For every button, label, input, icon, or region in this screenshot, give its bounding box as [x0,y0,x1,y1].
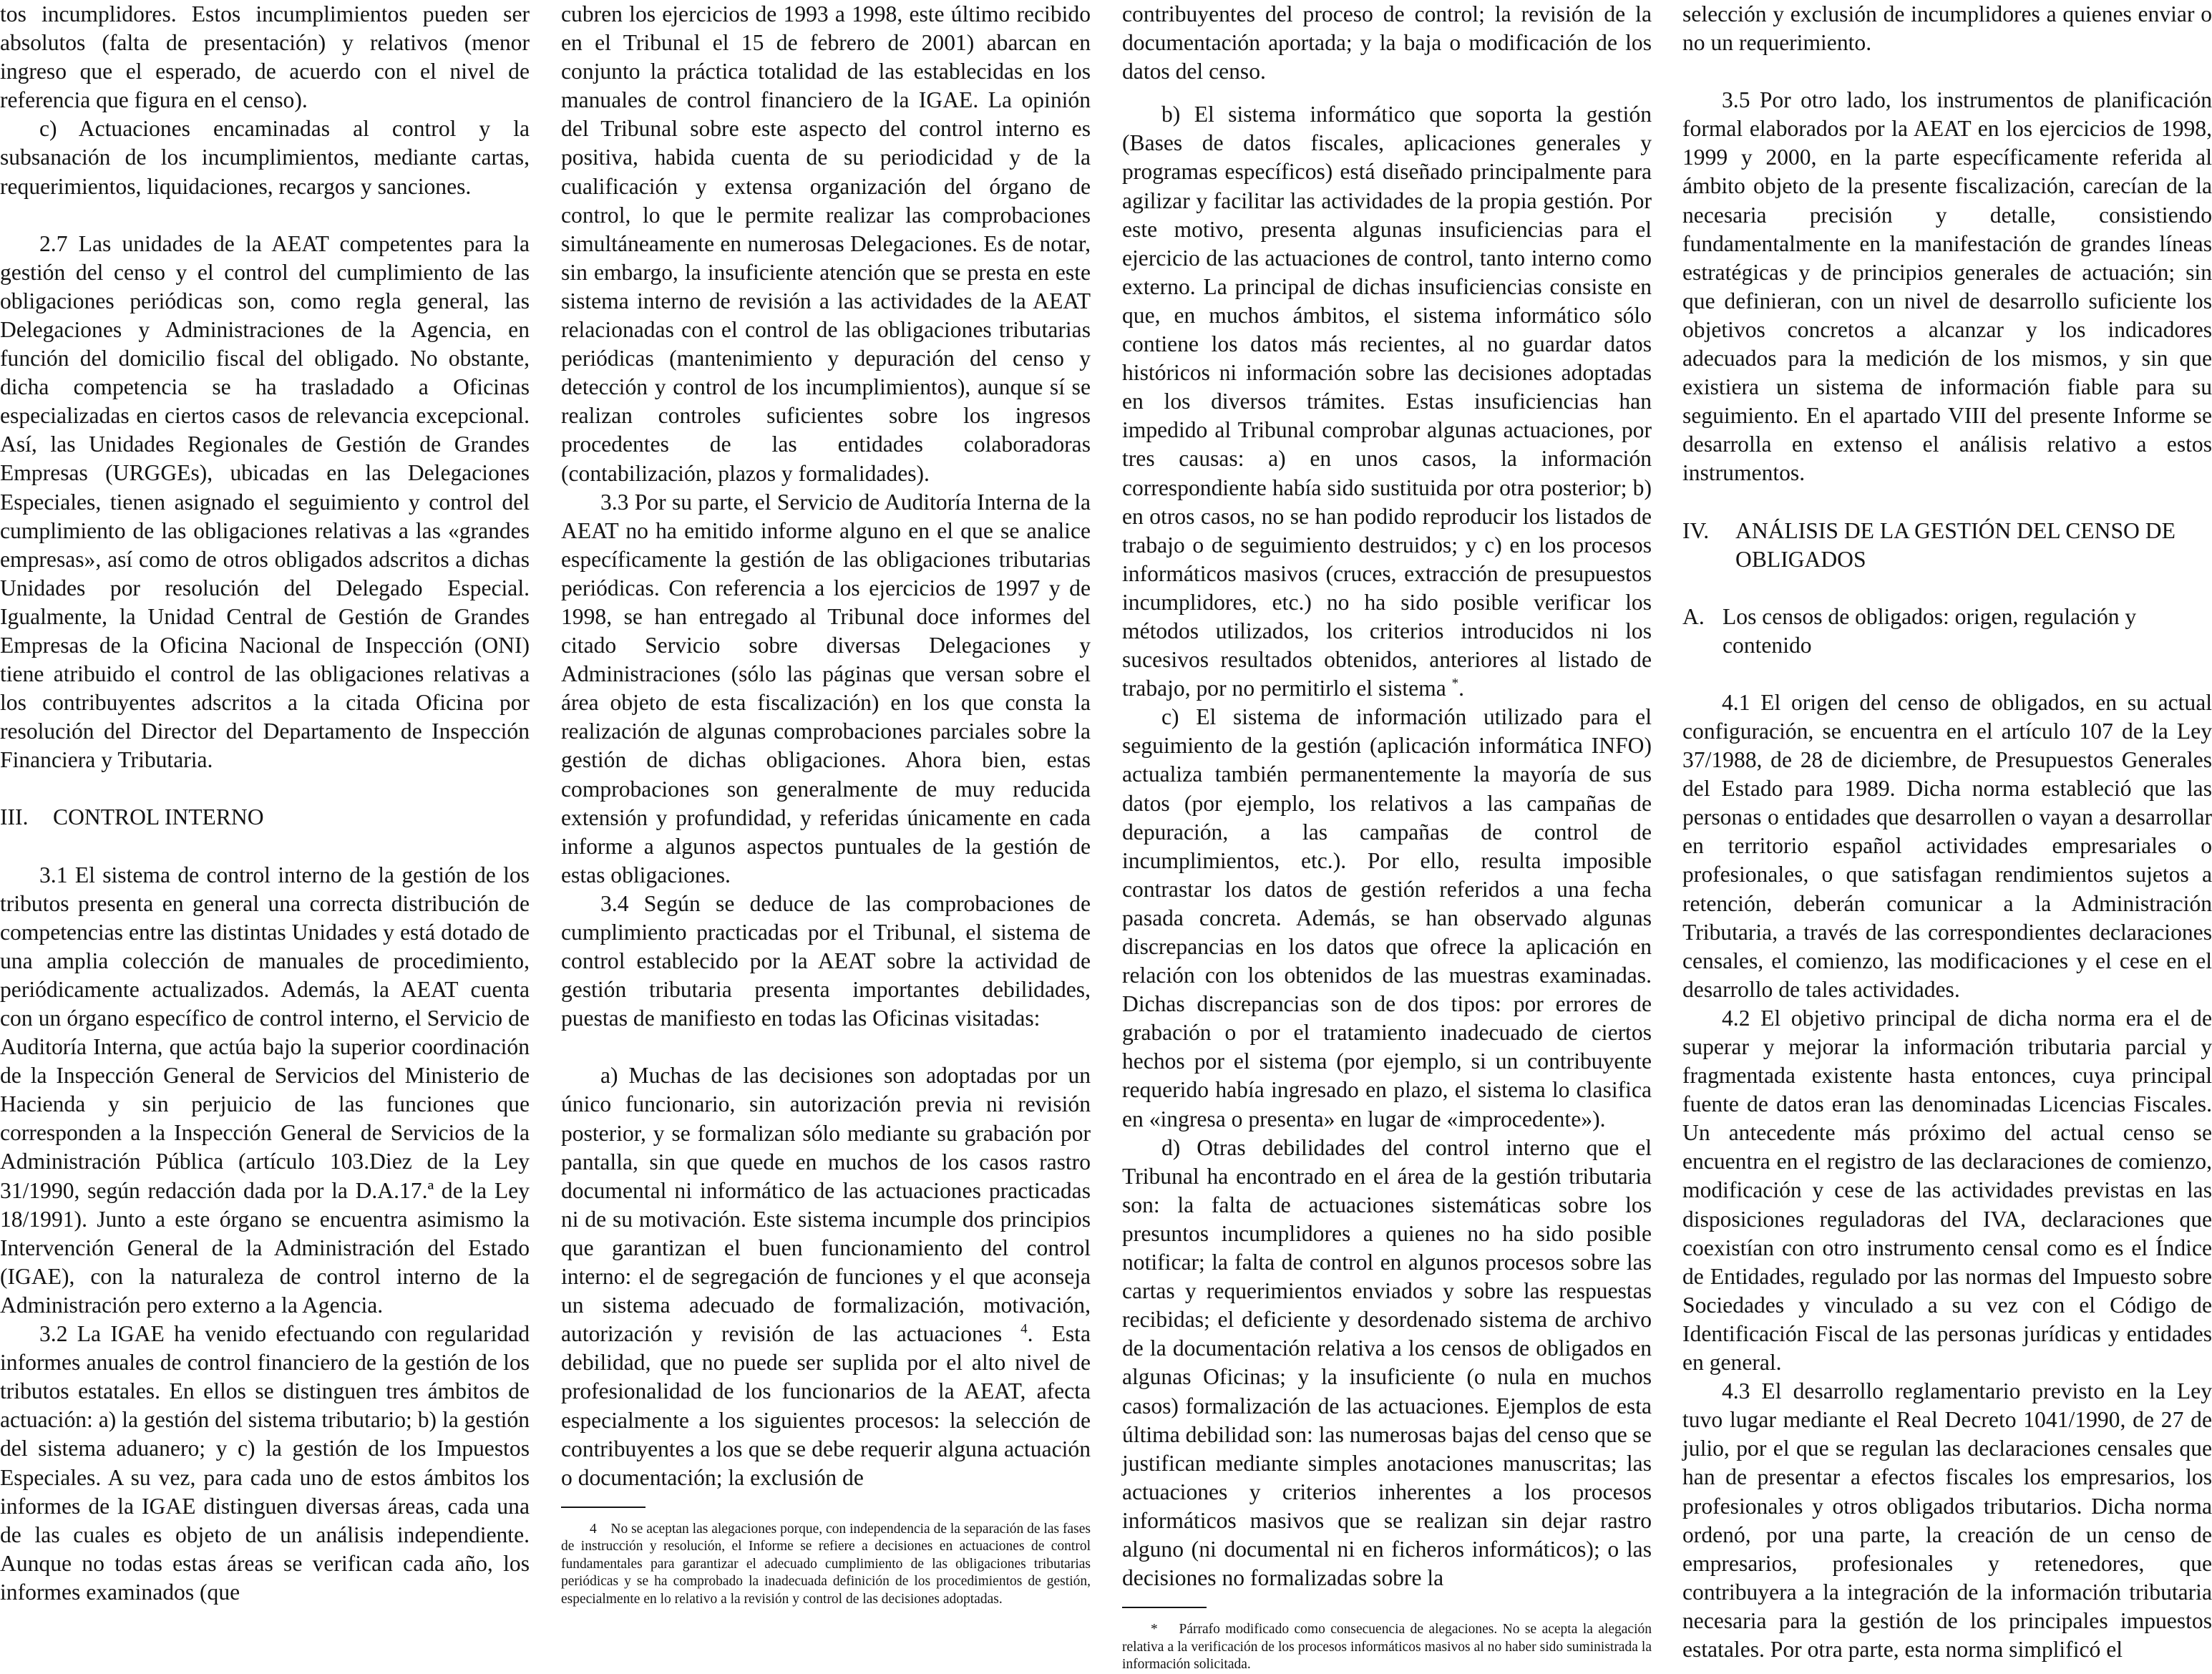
section-number: III. [0,804,29,830]
paragraph: 3.2 La IGAE ha venido efectuando con regularidad informes anuales de control financiero de la gestión de los tributos estatales. En ellos se distinguen tres ámbitos de actuación: a) la gestión del sistema tributario; b) la gestión del sistema aduanero; y c) la gestión de los Impuestos Especiales. A su vez, para cada uno de estos ámbitos los informes de la IGAE distinguen diversas áreas, cada una de las cuales es objeto de un análisis independiente. Aunque no todas estas áreas se verifican cada año, los informes examinados (que [0,1321,530,1605]
footnote [1122,1621,1652,1674]
footnote-reference[interactable]: * [1451,676,1459,691]
footnote-mark: 4 [590,1521,597,1537]
paragraph: 3.5 Por otro lado, los instrumentos de planificación formal elaborados por la AEAT en los ejercicios de 1998, 1999 y 2000, en la parte específicamente referida al ámbito objeto de la presente fiscalización, carecían de la necesaria precisión y detalle, consistiendo fundamentalmente en la manifestación de grandes líneas estratégicas y de principios generales de actuación; sin que definieran, con un nivel de desarrollo suficiente los objetivos concretos a alcanzar y los indicadores adecuados para la medición de los mismos, y sin que existiera un sistema de información fiable para su seguimiento. En el apartado VIII del presente Informe se desarrolla en extenso el análisis relativo a estos instrumentos. [1682,87,2212,486]
paragraph: 4.1 El origen del censo de obligados, en su actual configuración, se encuentra en el artículo 107 de la Ley 37/1988, de 28 de diciembre, de Presupuestos Generales del Estado para 1989. Dicha norma estableció que las personas o entidades que desarrollen o vayan a desarrollar en territorio español actividades empresariales o profesionales, o que satisfagan rendimientos sujetos a retención, deberán comunicar a la Administración Tributaria, a través de las correspondientes declaraciones censales, el comienzo, las modificaciones y el cese en el desarrollo de tales actividades. [1682,689,2212,1002]
text-column-4 [1682,0,2212,1664]
paragraph [1122,100,1652,703]
section-title: ANÁLISIS DE LA GESTIÓN DEL CENSO DE OBLIGADOS [1735,517,2176,572]
paragraph: selección y exclusión de incumplidores a quienes enviar o no un requerimiento. [1682,1,2212,56]
paragraph: 3.4 Según se deduce de las comprobaciones de cumplimiento practicadas por el Tribunal, el sistema de control establecido por la AEAT sobre la actividad de gestión tributaria presenta importantes debilidades, puestas de manifiesto en todas las Oficinas visitadas: [561,890,1091,1031]
footnote-reference[interactable]: 4 [1020,1321,1028,1337]
section-heading [0,803,530,832]
paragraph [561,1061,1091,1491]
paragraph: cubren los ejercicios de 1993 a 1998, este último recibido en el Tribunal el 15 de febrero de 2001) abarcan en conjunto la práctica totalidad de las establecidas en los manuales de control financiero de la IGAE. La opinión del Tribunal sobre este aspecto del control interno es positiva, habida cuenta de su periodicidad y de la cualificación y extensa organización del órgano de control, lo que le permite realizar las comprobaciones simultáneamente en numerosas Delegaciones. Es de notar, sin embargo, la insuficiente atención que se presta en este sistema interno de revisión a las actividades de la AEAT relacionadas con el control de las obligaciones tributarias periódicas (mantenimiento y depuración del censo y detección y control de los incumplimientos), aunque sí se realizan controles suficientes sobre los ingresos procedentes de las entidades colaboradoras (contabilización, plazos y formalidades). [561,1,1091,486]
paragraph-text: . [1458,676,1465,701]
paragraph-text: a) Muchas de las decisiones son adoptadas por un único funcionario, sin autorización previa ni revisión posterior, y se formalizan sólo mediante su grabación por pantalla, sin que quede en muchos de los casos rastro documental ni informático de las actuaciones practicadas ni de su motivación. Este sistema incumple dos principios que garantizan el buen funcionamiento del control interno: el de segregación de funciones y el que aconseja un sistema adecuado de formalización, motivación, autorización y revisión de las actuaciones [561,1063,1091,1347]
paragraph: contribuyentes del proceso de control; la revisión de la documentación aportada; y la baja o modificación de los datos del censo. [1122,1,1652,84]
text-column-3 [1122,0,1652,1674]
paragraph: 3.3 Por su parte, el Servicio de Auditoría Interna de la AEAT no ha emitido informe alguno en el que se analice específicamente la gestión de las obligaciones tributarias periódicas. Con referencia a los ejercicios de 1997 y de 1998, se han entregado al Tribunal doce informes del citado Servicio sobre diversas Delegaciones y Administraciones (sólo las páginas que versan sobre el área objeto de esta fiscalización) en los que consta la realización de algunas comprobaciones parciales sobre la gestión de dichas obligaciones. Ahora bien, estas comprobaciones son generalmente de muy reducida extensión y profundidad, y referidas únicamente en cada informe a algunos aspectos puntuales de la gestión de estas obligaciones. [561,489,1091,887]
section-title: CONTROL INTERNO [53,804,264,830]
footnote-text: No se aceptan las alegaciones porque, con independencia de la separación de las fases de instrucción y resolución, el Informe se refiere a decisiones en actuaciones de control fundamentales para garantizar el adecuado cumplimiento de las obligaciones tributarias periódicas y se ha comprobado la inadecuada definición de los procedimientos de gestión, especialmente en lo relativo a la revisión y control de las decisiones adoptadas. [561,1521,1091,1607]
paragraph-text: b) El sistema informático que soporta la gestión (Bases de datos fiscales, aplicaciones generales y programas específicos) está diseñado principalmente para agilizar y facilitar las actividades de la propia gestión. Por este motivo, presenta algunas insuficiencias para el ejercicio de las actuaciones de control, tanto interno como externo. La principal de dichas insuficiencias consiste en que, en muchos ámbitos, el sistema informático sólo contiene los datos más recientes, al no guardar datos históricos ni información sobre las decisiones adoptadas en los diversos trámites. Estas insuficiencias han impedido al Tribunal comprobar algunas actuaciones, por tres causas: a) en unos casos, la información correspondiente había sido sustituida por otra posterior; b) en otros casos, no se han podido reproducir los listados de trabajo o de seguimiento destruidos; y c) en los procesos informáticos masivos (cruces, extracción de presupuestos incumplidores, etc.) no ha sido posible verificar los métodos utilizados, los criterios introducidos ni los sucesivos resultados obtenidos, anteriores al listado de trabajo, por no permitirlo el sistema [1122,102,1652,701]
subsection-heading [1682,603,2212,660]
footnote-text: Párrafo modificado como consecuencia de alegaciones. No se acepta la alegación relativa a la verificación de los procesos informáticos masivos al no haber sido suministrada la información solicitada. [1122,1622,1652,1673]
paragraph: 3.1 El sistema de control interno de la gestión de los tributos presenta en general una correcta distribución de competencias entre las distintas Unidades y está dotado de una amplia colección de manuales de procedimiento, periódicamente actualizados. Además, la AEAT cuenta con un órgano específico de control interno, el Servicio de Auditoría Interna, que actúa bajo la superior coordinación de la Inspección General de Servicios del Ministerio de Hacienda y sin perjuicio de las funciones que corresponden a la Inspección General de Servicios de la Administración Pública (artículo 103.Diez de la Ley 31/1990, según redacción dada por la D.A.17.ª de la Ley 18/1991). Junto a este órgano se encuentra asimismo la Intervención General de la Administración del Estado (IGAE), con la naturaleza de control interno de la Administración pero externo a la Agencia. [0,862,530,1318]
paragraph: 4.3 El desarrollo reglamentario previsto en la Ley tuvo lugar mediante el Real Decreto 1041/1990, de 27 de julio, por el que se regulan las declaraciones censales que han de presentar a efectos fiscales los empresarios, los profesionales y otros obligados tributarios. Dicha norma ordenó, por una parte, la creación de un censo de empresarios, profesionales y retenedores, que contribuyera a la integración de la información tributaria necesaria para la gestión de los principales impuestos estatales. Por otra parte, esta norma simplificó el [1682,1378,2212,1662]
footnote-mark: * [1151,1622,1158,1637]
footnote [561,1521,1091,1609]
paragraph-text: . Esta debilidad, que no puede ser suplida por el alto nivel de profesionalidad de los funcionarios de la AEAT, afecta especialmente a los siguientes procesos: la selección de contribuyentes a los que se debe requerir alguna actuación o documentación; la exclusión de [561,1321,1091,1490]
paragraph: c) Actuaciones encaminadas al control y la subsanación de los incumplimientos, mediante cartas, requerimientos, liquidaciones, recargos y sanciones. [0,116,530,199]
paragraph: tos incumplidores. Estos incumplimientos pueden ser absolutos (falta de presentación) y relativos (menor ingreso que el esperado, de acuerdo con el nivel de referencia que figura en el censo). [0,1,530,113]
paragraph: d) Otras debilidades del control interno que el Tribunal ha encontrado en el área de la gestión tributaria son: la falta de actuaciones sistemáticas sobre los presuntos incumplidores a quienes no ha sido posible notificar; la falta de control en algunos procesos sobre las cartas y requerimientos enviados y sobre las respuestas recibidas; el deficiente y desordenado sistema de archivo de la documentación relativa a los censos de obligados en algunas Oficinas; y la insuficiente (o nula en muchos casos) formalización de las actuaciones. Ejemplos de esta última debilidad son: las numerosas bajas del censo que se justifican mediante simples anotaciones manuscritas; las actuaciones y criterios inherentes a los procesos informáticos masivos que se realizan sin dejar rastro alguno (ni documental ni en ficheros informáticos); o las decisiones no formalizadas sobre la [1122,1134,1652,1591]
paragraph: c) El sistema de información utilizado para el seguimiento de la gestión (aplicación informática INFO) actualiza también permanentemente la mayoría de sus datos (por ejemplo, los relativos a las campañas de depuración, a las campañas de control de incumplimientos, etc.). Por ello, resulta imposible contrastar los datos de gestión referidos a una fecha pasada concreta. Además, se han observado algunas discrepancias en los datos que ofrece la aplicación en relación con los obtenidos de las muestras examinadas. Dichas discrepancias son de dos tipos: por errores de grabación o por el tratamiento inadecuado de ciertos hechos por el sistema (por ejemplo, si un contribuyente requerido había ingresado en plazo, el sistema lo clasifica en «ingresa o presenta» en lugar de «improcedente»). [1122,704,1652,1132]
text-column-1 [0,0,530,1607]
text-column-2 [561,0,1091,1608]
paragraph: 2.7 Las unidades de la AEAT competentes para la gestión del censo y el control del cumplimiento de las obligaciones periódicas son, como regla general, las Delegaciones y Administraciones de la Agencia, en función del domicilio fiscal del obligado. No obstante, dicha competencia se ha trasladado a Oficinas especializadas en ciertos casos de relevancia excepcional. Así, las Unidades Regionales de Gestión de Grandes Empresas (URGGEs), ubicadas en las Delegaciones Especiales, tienen asignado el seguimiento y control del cumplimiento de las obligaciones relativas a las «grandes empresas», así como de otros obligados adscritos a dichas Unidades por resolución del Delegado Especial. Igualmente, la Unidad Central de Gestión de Grandes Empresas de la Oficina Nacional de Inspección (ONI) tiene atribuido el control de las obligaciones relativas a los contribuyentes adscritos a la citada Oficina por resolución del Director del Departamento de Inspección Financiera y Tributaria. [0,230,530,773]
subsection-letter: A. [1682,603,1705,629]
section-heading [1682,517,2212,574]
subsection-title: Los censos de obligados: origen, regulación y contenido [1723,603,2137,658]
paragraph: 4.2 El objetivo principal de dicha norma era el de superar y mejorar la información tributaria parcial y fragmentada existente hasta entonces, cuya principal fuente de datos eran las denominadas Licencias Fiscales. Un antecedente más próximo del actual censo se encuentra en el registro de las declaraciones de comienzo, modificación y cese de las actividades previstas en las disposiciones reguladoras del IVA, declaraciones que coexistían con otro instrumento censal como es el Índice de Entidades, regulado por las normas del Impuesto sobre Sociedades y vinculado a su vez con el Código de Identificación Fiscal de las personas jurídicas y entidades en general. [1682,1005,2212,1376]
footnote-divider [1122,1607,1207,1608]
footnote-divider [561,1507,645,1508]
section-number: IV. [1682,517,1710,543]
